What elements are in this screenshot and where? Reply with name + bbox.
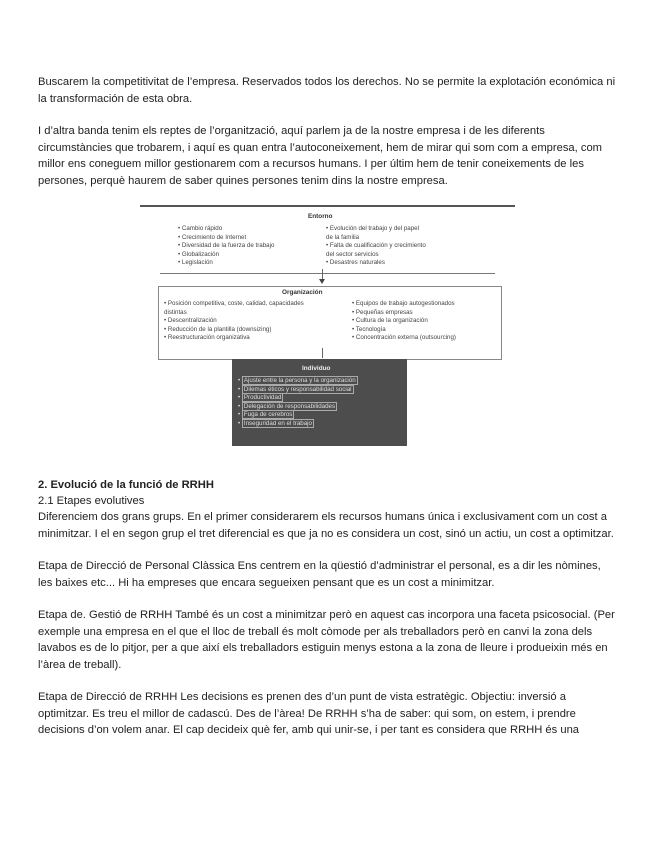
organizacion-item: • Tecnología <box>352 326 456 335</box>
section-paragraph-4: Etapa de Direcció de RRHH Les decisions es prenen des d’un punt de vista estratègic. Objectiu: inversió a optimitzar. Es treu el millor de cadascú. Des de l’àrea! De RRHH s’ha de saber: qui som, on estem, i prendre decisions d’on volem anar. El cap decideix què fer, amb qui unir-se, i per tant es considera que RRHH és una <box>38 691 580 736</box>
entorno-item: • Crecimiento de Internet <box>178 234 274 243</box>
paragraph-intro-2: I d’altra banda tenim els reptes de l’organització, aquí parlem ja de la nostre empresa i de les diferents circumstàncies que trobarem, i aquí es quan entra l’autoconeixement, hem de mirar qui som com a empresa, com millor ens coneguem millor gestionarem com a recursos humans. I per últim hem de tenir coneixements de les persones, perquè haurem de saber quines persones tenim dins la nostre empresa. <box>38 125 602 187</box>
entorno-arrow-line <box>322 269 323 279</box>
organizacion-item: distintas <box>164 308 187 316</box>
diagram-top-rule <box>140 205 515 207</box>
section-evolucio <box>38 477 618 755</box>
individuo-item: • Delegación de responsabilidades <box>238 403 358 412</box>
section-subheading: 2.1 Etapes evolutives <box>38 495 145 507</box>
entorno-title: Entorno <box>308 213 333 220</box>
section-heading: 2. Evolució de la funció de RRHH <box>38 479 214 491</box>
section-paragraph-1: Diferenciem dos grans grups. En el primer considerarem els recursos humans única i exclusivament com un cost a minimitzar. I el en segon grup el tret diferencial es que ja no es considera un cost, sinó un actiu, un cost a optimitzar. <box>38 511 614 540</box>
entorno-left-list <box>178 225 274 268</box>
organizacion-right-list <box>352 300 456 343</box>
section-paragraph-2: Etapa de Direcció de Personal Clàssica Ens centrem en la qüestió d’administrar el personal, es a dir les nòmines, les baixes etc... Hi ha empreses que encara segueixen pensant que es un cost a minimitzar. <box>38 560 601 589</box>
entorno-item: • Legislación <box>178 259 274 268</box>
individuo-item: • Inseguridad en el trabajo <box>238 420 358 429</box>
entorno-arrow-head <box>319 279 325 284</box>
individuo-item: • Productividad <box>238 394 358 403</box>
individuo-title: Individuo <box>302 365 331 372</box>
entorno-right-list <box>326 225 426 268</box>
entorno-item: • Falta de cualificación y crecimiento <box>326 242 426 251</box>
organizacion-item: • Descentralización <box>164 317 304 326</box>
individuo-item: • Dilemas éticos y responsabilidad social <box>238 386 358 395</box>
entorno-item: • Cambio rápido <box>178 225 274 234</box>
entorno-item: • Evolución del trabajo y del papel <box>326 225 426 234</box>
organizacion-item: • Reducción de la plantilla (downsizing) <box>164 326 304 335</box>
entorno-item: del sector servicios <box>326 250 379 258</box>
organizacion-item: • Pequeñas empresas <box>352 309 456 318</box>
organizacion-item: • Cultura de la organización <box>352 317 456 326</box>
organizacion-left-list <box>164 300 304 343</box>
paragraph-intro-1: Buscarem la competitivitat de l’empresa. Reservados todos los derechos. No se permite la explotación económica ni la transformación de esta obra. <box>38 76 616 105</box>
individuo-list <box>238 377 358 429</box>
entorno-divider <box>160 273 495 274</box>
individuo-item: • Ajuste entre la persona y la organización <box>238 377 358 386</box>
organizacion-item: • Concentración externa (outsourcing) <box>352 334 456 343</box>
organizacion-arrow-line <box>322 348 323 358</box>
environment-diagram <box>140 203 515 448</box>
document-body <box>38 74 618 205</box>
entorno-item: • Desastres naturales <box>326 259 426 268</box>
organizacion-item: • Posición competitiva, coste, calidad, capacidades <box>164 300 304 309</box>
individuo-box <box>232 359 407 446</box>
entorno-item: • Globalización <box>178 251 274 260</box>
individuo-item: • Fuga de cerebros <box>238 411 358 420</box>
organizacion-item: • Equipos de trabajo autogestionados <box>352 300 456 309</box>
section-paragraph-3: Etapa de. Gestió de RRHH També és un cost a minimitzar però en aquest cas incorpora una faceta psicosocial. (Per exemple una empresa en el que el lloc de treball és molt còmode per als treballadors però en canvi la zona dels lavabos es de lo pitjor, per a que així els treballadors estiguin menys estona a la zona de lleure i produeixin més en l’àrea de treball). <box>38 609 615 671</box>
organizacion-item: • Reestructuración organizativa <box>164 334 304 343</box>
organizacion-title: Organización <box>282 289 323 296</box>
entorno-item: de la familia <box>326 233 360 241</box>
entorno-item: • Diversidad de la fuerza de trabajo <box>178 242 274 251</box>
